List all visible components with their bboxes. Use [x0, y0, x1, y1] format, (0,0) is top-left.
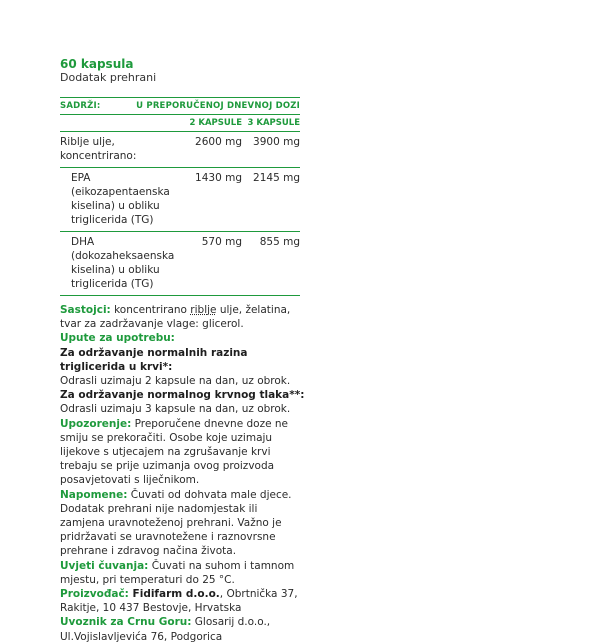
nutrition-table: [60, 97, 300, 296]
warning-text: Preporučene dnevne doze ne smiju se prekoračiti. Osobe koje uzimaju lijekove s utjecajem na zgrušavanje krvi trebaju se prije uzimanja ovog proizvoda posavjetovati s liječnikom.: [60, 417, 289, 487]
three-capsules-header: 3 KAPSULE: [247, 118, 300, 128]
notes-label: Napomene:: [60, 488, 128, 501]
ingredients-label: Sastojci:: [60, 304, 111, 316]
value-2-capsules: 1430 mg: [195, 172, 242, 184]
value-2-capsules: 2600 mg: [195, 136, 242, 148]
manufacturer-paragraph: [60, 587, 305, 615]
storage-label: Uvjeti čuvanja:: [60, 559, 149, 572]
table-header: [60, 97, 300, 115]
importer-label: Uvoznik za Crnu Goru:: [60, 616, 192, 629]
table-row: [60, 168, 300, 232]
table-row: [60, 132, 300, 168]
value-3-capsules: 2145 mg: [253, 172, 300, 184]
warning-paragraph: [60, 417, 305, 488]
blood-pressure-text: Odrasli uzimaju 3 kapsule na dan, uz obrok.: [60, 403, 291, 416]
dose-column-header: U PREPORUČENOJ DNEVNOJ DOZI: [136, 101, 300, 111]
blood-pressure-label: Za održavanje normalnog krvnog tlaka**:: [60, 389, 305, 402]
label-content: [60, 57, 305, 644]
manufacturer-label: Proizvođač:: [60, 588, 129, 601]
value-3-capsules: 3900 mg: [253, 136, 300, 148]
importer-paragraph: [60, 615, 305, 643]
value-2-capsules: 570 mg: [201, 236, 242, 248]
triglyceride-label: Za održavanje normalnih razina triglicerida u krvi*:: [60, 346, 248, 373]
warning-label: Upozorenje:: [60, 417, 132, 430]
notes-text: Čuvati od dohvata male djece. Dodatak prehrani nije nadomjestak ili zamjena uravnoteženoj prehrani. Važno je pridržavati se uravnotežene i raznovrsne prehrane i zdravog načina života.: [60, 488, 292, 558]
storage-paragraph: [60, 559, 305, 587]
importer-text: Glosarij d.o.o., Ul.Vojislavljevića 76, Podgorica: [60, 616, 271, 643]
table-row: [60, 232, 300, 296]
ingredient-name: DHA (dokozaheksaenska kiselina) u obliku triglicerida (TG): [71, 236, 175, 290]
ingredient-name: Riblje ulje, koncentrirano:: [60, 136, 137, 162]
content-column-header: SADRŽI:: [60, 101, 101, 111]
notes-paragraph: [60, 488, 305, 559]
table-subheader: [60, 115, 300, 132]
label-body: [60, 303, 305, 644]
triglyceride-text: Odrasli uzimaju 2 kapsule na dan, uz obrok.: [60, 375, 291, 388]
manufacturer-name: Fidifarm d.o.o.: [128, 588, 220, 601]
ingredient-name: EPA (eikozapentaenska kiselina) u obliku triglicerida (TG): [71, 172, 170, 226]
ingredients-text-c: ulje, želatina, tvar za zadržavanje vlage: glicerol.: [60, 304, 291, 331]
value-3-capsules: 855 mg: [259, 236, 300, 248]
ingredients-text-b: riblje: [190, 304, 217, 316]
ingredients-paragraph: [60, 303, 305, 331]
two-capsules-header: 2 KAPSULE: [189, 118, 242, 128]
ingredients-text-a: koncentrirano: [110, 304, 191, 316]
manufacturer-address: , Obrtnička 37, Rakitje, 10 437 Bestovje, Hrvatska: [60, 588, 298, 615]
storage-text: Čuvati na suhom i tamnom mjestu, pri temperaturi do 25 °C.: [60, 559, 295, 586]
product-type: Dodatak prehrani: [60, 71, 157, 84]
directions-label: Upute za upotrebu:: [60, 332, 175, 345]
quantity-heading: 60 kapsula: [60, 57, 134, 71]
